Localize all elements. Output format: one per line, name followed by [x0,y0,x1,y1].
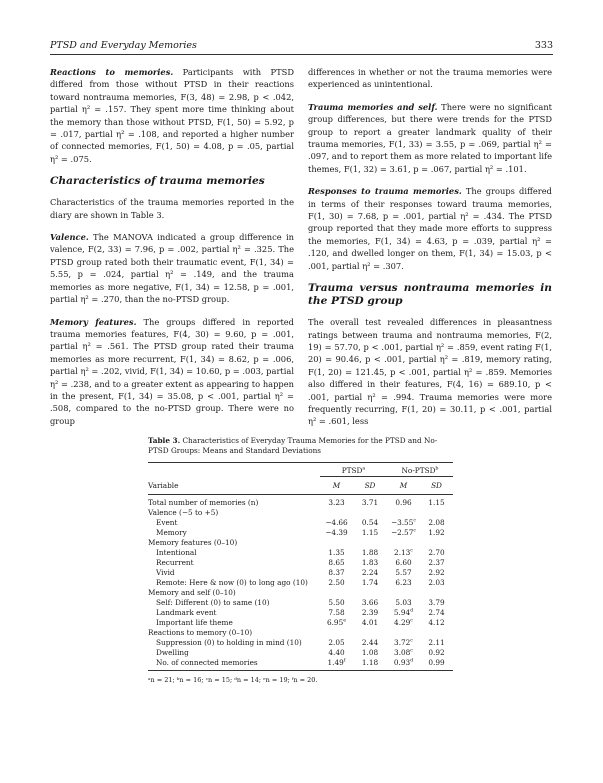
ptsd-sd: 3.71 [361,498,379,507]
row-label: Event [156,518,178,527]
table-row [148,568,453,578]
table-row [148,618,453,628]
paragraph-text: Participants with PTSD differed from those without PTSD in their reactions toward nontrauma memories, F(3, 48) = 2.98, p < .042, partial η² = .157. They spent more time thinking about the memory than those without PTSD, F(1, 50) = 5.92, p = .017, partial η² = .108, and reported a higher number of connected memories, F(1, 50) = 4.08, p = .05, partial η² = .075. [50,67,295,164]
ptsd-sd: 1.15 [361,528,379,537]
ptsd-mean: 1.35 [328,548,345,557]
no-ptsd-sd [420,508,453,518]
ptsd-mean: 4.40 [328,648,345,657]
row-label: Recurrent [156,558,194,567]
table-footnote: ᵃn = 21; ᵇn = 16; ᶜn = 15; ᵈn = 14; ᵉn = 19; ᶠn = 20. [148,676,318,684]
column-header-variable: Variable [148,480,179,490]
paragraph-text: The groups differed in terms of their responses toward trauma memories, F(1, 30) = 7.68, p = .001, partial η² = .434. The PTSD group reported that they made more efforts to suppress the memories, F(1, 34) = 4.63, p = .039, partial η² = .120, and dwelled longer on them, F(1, 34) = 15.03, p < .001, partial η² = .307. [308,186,552,271]
row-label: Intentional [156,548,197,557]
no-ptsd-mean: 3.72$^c$ [394,638,413,647]
ptsd-mean [320,538,353,548]
no-ptsd-mean [387,588,420,598]
running-header [50,40,553,55]
paragraph [50,66,294,165]
ptsd-sd: 1.74 [361,578,379,587]
no-ptsd-mean: 0.93$^d$ [393,658,414,667]
row-label: Total number of memories (n) [148,498,259,507]
ptsd-sd: 2.24 [361,568,379,577]
page-number: 333 [534,40,553,51]
ptsd-sd [353,628,387,638]
table-row [148,578,453,588]
ptsd-mean [320,508,353,518]
ptsd-sd: 1.88 [361,548,379,557]
run-in-heading: Responses to trauma memories. [308,186,462,197]
ptsd-mean [320,628,353,638]
no-ptsd-sd: 0.99 [428,658,445,667]
table-row [148,518,453,528]
no-ptsd-mean: 6.60 [395,558,412,567]
table-row [148,588,453,598]
paragraph [50,316,294,428]
left-column [50,66,294,437]
running-title: PTSD and Everyday Memories [50,40,197,51]
no-ptsd-sd: 2.11 [428,638,445,647]
run-in-heading: Valence. [50,232,89,243]
table-row [148,648,453,658]
ptsd-sd: 1.83 [361,558,379,567]
column-header-sd: SD [364,481,376,490]
ptsd-mean: 8.65 [328,558,345,567]
ptsd-sd: 1.18 [361,658,379,667]
paragraph: differences in whether or not the trauma memories were experienced as unintentional. [308,67,552,90]
table-row [148,608,453,618]
ptsd-sd: 4.01 [361,618,379,627]
no-ptsd-sd: 2.37 [428,558,445,567]
ptsd-sd: 2.44 [361,638,379,647]
table-caption-text: Characteristics of Everyday Trauma Memories for the PTSD and No-PTSD Groups: Means and Standard Deviations [148,436,438,455]
table-caption [148,436,453,456]
no-ptsd-sd: 2.92 [428,568,445,577]
no-ptsd-mean: 4.29$^c$ [394,618,413,627]
paragraph: Characteristics of the trauma memories reported in the diary are shown in Table 3. [50,197,294,220]
row-label: Landmark event [156,608,217,617]
no-ptsd-sd [420,538,453,548]
ptsd-mean: 5.50 [328,598,345,607]
no-ptsd-mean: 5.57 [395,568,412,577]
paragraph [308,101,552,175]
no-ptsd-mean: 2.13$^c$ [394,548,413,557]
run-in-heading: Memory features. [50,316,137,327]
section-heading: Characteristics of trauma memories [50,175,265,188]
column-header-m: M [399,481,408,490]
paragraph-text: There were no significant group differences, but there were trends for the PTSD group to report a greater landmark quality of their trauma memories, F(1, 33) = 3.55, p = .069, partial η² = .097, and to report them as more related to important life themes, F(1, 32) = 3.61, p = .067, partial η² = .101. [308,101,552,174]
paragraph-text: The MANOVA indicated a group difference in valence, F(2, 33) = 7.96, p = .002, partial η² = .325. The PTSD group rated both their traumatic event, F(1, 34) = 5.55, p = .024, partial η² = .149, and the trauma memories as more negative, F(1, 34) = 12.58, p = .001, partial η² = .270, than the no-PTSD group. [50,232,294,305]
section-heading: Trauma versus nontrauma memories in the PTSD group [308,282,552,308]
ptsd-sd: 2.39 [361,608,379,617]
no-ptsd-mean [387,628,420,638]
ptsd-mean [320,588,353,598]
ptsd-mean: 2.05 [328,638,345,647]
table-row [148,548,453,558]
no-ptsd-sd: 3.79 [428,598,445,607]
ptsd-sd: 0.54 [361,518,379,527]
ptsd-mean: 2.50 [328,578,345,587]
table-label: Table 3. [148,436,181,445]
table-row [148,508,453,518]
no-ptsd-sd: 2.70 [428,548,445,557]
no-ptsd-sd: 2.03 [428,578,445,587]
run-in-heading: Reactions to memories. [50,67,174,77]
data-table [148,463,453,668]
table-row [148,538,453,548]
no-ptsd-mean: −2.57$^c$ [390,528,417,537]
no-ptsd-sd: 2.74 [428,608,445,617]
row-label: Suppression (0) to holding in mind (10) [156,638,302,647]
no-ptsd-sd: 1.15 [428,498,445,507]
no-ptsd-mean: 0.96 [395,498,412,507]
row-label: Vivid [156,568,175,577]
paragraph-text: The groups differed in reported trauma memories features, F(4, 30) = 9.60, p = .001, partial η² = .561. The PTSD group rated their trauma memories as more recurrent, F(1, 34) = 8.62, p = .006, partial η² = .202, vivid, F(1, 34) = 10.60, p = .003, partial η² = .238, and to a greater extent as appearing to happen in the present, F(1, 34) = 35.08, p < .001, partial η² = .508, compared to the no-PTSD group. There were no group [50,316,294,426]
right-column [308,66,552,438]
ptsd-mean: 3.23 [328,498,345,507]
row-label: Memory [156,528,187,537]
row-label: Valence (−5 to +5) [148,508,219,517]
no-ptsd-mean: 5.03 [395,598,412,607]
column-header-sd: SD [431,481,442,490]
no-ptsd-mean [387,508,420,518]
row-label: Self: Different (0) to same (10) [156,598,270,607]
no-ptsd-sd [420,628,453,638]
no-ptsd-sd [420,588,453,598]
ptsd-sd: 3.66 [361,598,379,607]
table-body [148,495,453,669]
paragraph [50,231,294,305]
table-row [148,558,453,568]
paragraph: The overall test revealed differences in pleasantness ratings between trauma and nontrauma memories, F(2, 19) = 57.70, p < .001, partial η² = .859, event rating F(1, 20) = 90.46, p < .001, partial η² = .819, memory rating, F(1, 20) = 121.45, p < .001, partial η² = .859. Memories also differed in their features, F(4, 16) = 689.10, p < .001, partial η² = .994. Trauma memories were more frequently recurring, F(1, 20) = 30.11, p < .001, partial η² = .601, less [308,317,552,427]
ptsd-mean: −4.66 [325,518,348,527]
table-row [148,638,453,648]
table-row [148,495,453,509]
group-header-ptsd: PTSD$^a$ [320,463,387,477]
table-row [148,598,453,608]
group-header-no-ptsd: No-PTSD$^b$ [387,463,453,477]
row-label: Remote: Here & now (0) to long ago (10) [156,578,308,587]
ptsd-mean: 1.49$^f$ [327,658,346,667]
row-label: No. of connected memories [156,658,258,667]
column-header-m: M [332,481,341,490]
row-label: Memory and self (0–10) [148,588,236,597]
ptsd-sd: 1.08 [361,648,379,657]
table-row [148,658,453,668]
paragraph [308,185,552,272]
row-label: Reactions to memory (0–10) [148,628,253,637]
no-ptsd-mean: 5.94$^d$ [393,608,414,617]
ptsd-mean: 7.58 [328,608,345,617]
no-ptsd-sd: 2.08 [428,518,445,527]
table-row [148,628,453,638]
no-ptsd-mean [387,538,420,548]
ptsd-mean: 8.37 [328,568,345,577]
no-ptsd-sd: 0.92 [428,648,445,657]
row-label: Important life theme [156,618,233,627]
ptsd-sd [353,588,387,598]
no-ptsd-sd: 1.92 [428,528,445,537]
table-3 [148,436,453,685]
run-in-heading: Trauma memories and self. [308,101,438,112]
table-row [148,528,453,538]
no-ptsd-mean: 6.23 [395,578,412,587]
no-ptsd-sd: 4.12 [428,618,445,627]
no-ptsd-mean: 3.08$^c$ [394,648,413,657]
ptsd-sd [353,508,387,518]
row-label: Memory features (0–10) [148,538,238,547]
ptsd-mean: −4.39 [325,528,348,537]
no-ptsd-mean: −3.55$^c$ [390,518,417,527]
row-label: Dwelling [156,648,189,657]
ptsd-sd [353,538,387,548]
ptsd-mean: 6.95e [326,618,347,627]
